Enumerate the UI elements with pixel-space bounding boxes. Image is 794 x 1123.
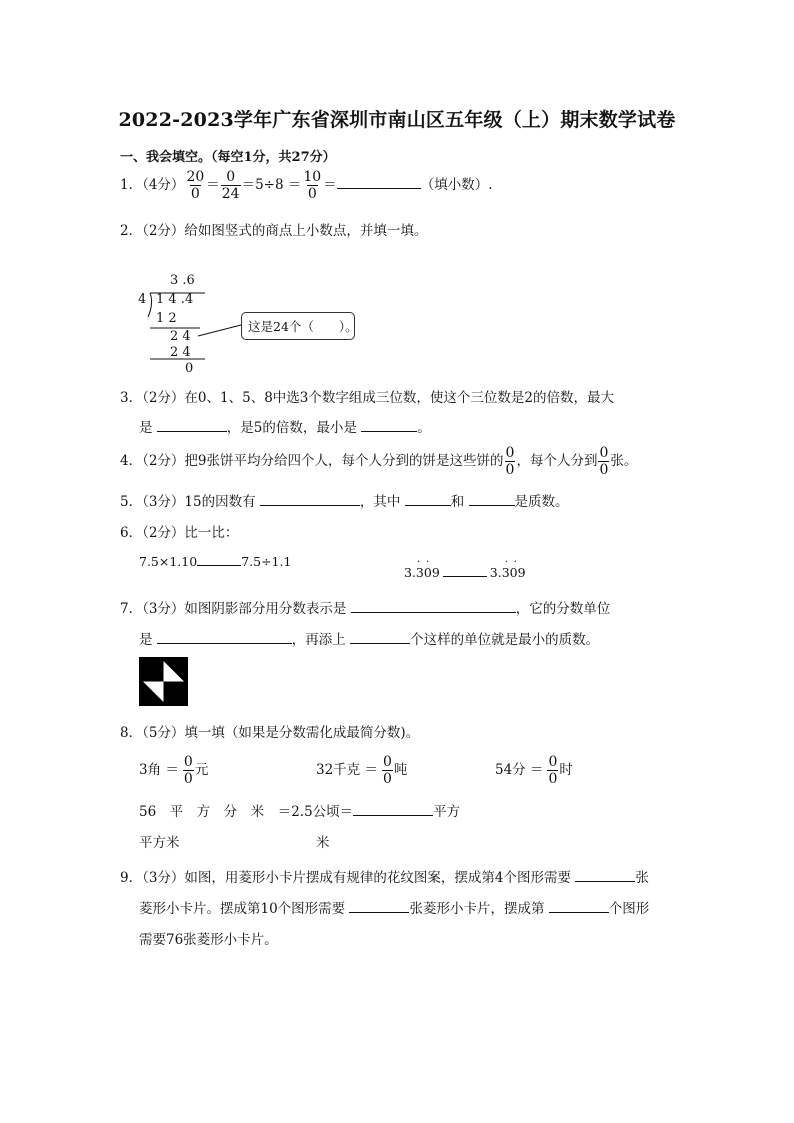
q4-fraction-2: $\frac{0}{0}$ bbox=[599, 445, 609, 478]
q5-blank-prime-2[interactable] bbox=[469, 491, 515, 506]
question-9-line-2: 菱形小卡片。摆成第10个图形需要 张菱形小卡片，摆成第 个图形 bbox=[139, 897, 649, 917]
q1-fraction-2: $\frac{0}{24}$ bbox=[221, 169, 240, 202]
division-dividend: 1 4 .4 bbox=[156, 292, 194, 307]
q6-comparison-left: 7.5×1.10 7.5÷1.1 bbox=[139, 554, 292, 569]
q8-blank-area[interactable] bbox=[353, 801, 433, 816]
division-callout: 这是24个（ ）。 bbox=[241, 312, 355, 340]
question-4: 4．（2分）把9张饼平均分给四个人，每个人分到的饼是这些饼的 $\frac{0}{0}$ ，每个人分到 $\frac{0}{0}$ 张。 bbox=[120, 445, 638, 478]
q6-comparison-right: · · 3.309 · · 3.309 bbox=[404, 557, 526, 580]
q1-prefix: 1．（4分） bbox=[120, 177, 185, 193]
q3-blank-max[interactable] bbox=[157, 417, 227, 432]
question-9-line-3: 需要76张菱形小卡片。 bbox=[139, 932, 278, 948]
q8-item-b: 32千克 ＝ $\frac{0}{0}$ 吨 bbox=[316, 754, 408, 787]
division-step-2: 2 4 bbox=[170, 329, 191, 344]
q9-blank-10th[interactable] bbox=[349, 898, 409, 913]
question-2: 2．（2分）给如图竖式的商点上小数点，并填一填。 bbox=[120, 223, 428, 239]
shaded-square-figure bbox=[139, 657, 189, 707]
question-9-line-1: 9．（3分）如图，用菱形小卡片摆成有规律的花纹图案，摆成第4个图形需要 张 bbox=[120, 866, 649, 886]
q8-fraction-c: $\frac{0}{0}$ bbox=[548, 754, 558, 787]
q8-item-a: 3角 ＝ $\frac{0}{0}$ 元 bbox=[139, 754, 209, 787]
division-step-3: 2 4 bbox=[170, 345, 191, 360]
q7-blank-unit[interactable] bbox=[157, 629, 292, 644]
question-5: 5．（3分）15的因数有 ，其中 和 是质数。 bbox=[120, 490, 569, 510]
division-quotient: 3 .6 bbox=[170, 273, 195, 288]
q4-fraction-1: $\frac{0}{0}$ bbox=[505, 445, 515, 478]
q1-fraction-3: $\frac{10}{0}$ bbox=[303, 169, 322, 202]
question-3-line-1: 3．（2分）在0、1、5、8中选3个数字组成三位数，使这个三位数是2的倍数，最大 bbox=[120, 390, 614, 406]
q8-fraction-b: $\frac{0}{0}$ bbox=[382, 754, 392, 787]
page-title: 2022-2023学年广东省深圳市南山区五年级（上）期末数学试卷 bbox=[118, 109, 676, 131]
question-1: 1．（4分） $\frac{20}{0}$ ＝ $\frac{0}{24}$ ＝5÷8 ＝ $\frac{10}{0}$ ＝ （填小数）. bbox=[120, 169, 493, 202]
question-6: 6．（2分）比一比： bbox=[120, 525, 239, 541]
section-heading: 一、我会填空。（每空1分，共27分） bbox=[120, 150, 336, 165]
q6-blank-right[interactable] bbox=[443, 564, 487, 577]
division-step-1: 1 2 bbox=[156, 311, 177, 326]
question-7-line-1: 7．（3分）如图阴影部分用分数表示是 ，它的分数单位 bbox=[120, 597, 610, 617]
q8-item-d: 56 平 方 分 米 ＝2.5公顷＝ 平方 bbox=[139, 800, 460, 820]
q5-blank-prime-1[interactable] bbox=[405, 491, 451, 506]
q3-blank-min[interactable] bbox=[361, 417, 417, 432]
q1-answer-blank[interactable] bbox=[337, 174, 421, 189]
q8-item-d-unit: 平方米 bbox=[139, 835, 180, 851]
q1-fraction-1: $\frac{20}{0}$ bbox=[186, 169, 205, 202]
q7-blank-count[interactable] bbox=[350, 629, 410, 644]
question-8: 8．（5分）填一填（如果是分数需化成最简分数)。 bbox=[120, 725, 420, 741]
q5-blank-factors[interactable] bbox=[260, 491, 360, 506]
q8-item-c: 54分 ＝ $\frac{0}{0}$ 时 bbox=[495, 754, 573, 787]
q9-blank-4th[interactable] bbox=[575, 867, 635, 882]
question-3-line-2: 是 ，是5的倍数，最小是 。 bbox=[139, 416, 431, 436]
q9-blank-nth[interactable] bbox=[549, 898, 609, 913]
question-7-line-2: 是 ，再添上 个这样的单位就是最小的质数。 bbox=[139, 628, 599, 648]
q7-blank-fraction[interactable] bbox=[351, 598, 516, 613]
q8-item-d-unit-2: 米 bbox=[316, 835, 330, 851]
division-remainder: 0 bbox=[185, 361, 194, 376]
division-divisor: 4 bbox=[138, 292, 147, 307]
q6-blank-left[interactable] bbox=[197, 553, 241, 566]
q8-fraction-a: $\frac{0}{0}$ bbox=[183, 754, 193, 787]
